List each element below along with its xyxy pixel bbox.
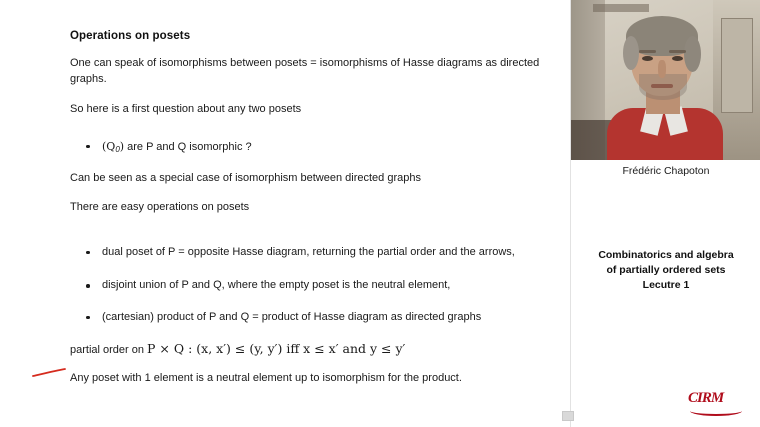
bullet-question xyxy=(70,139,540,156)
bullet-disjoint-union: disjoint union of P and Q, where the empty poset is the neutral element, xyxy=(70,278,540,294)
speaker-hair-right xyxy=(684,36,701,72)
footer-marker-icon xyxy=(562,411,574,421)
paragraph-operations-intro: There are easy operations on posets xyxy=(70,201,250,214)
shelf xyxy=(593,4,649,12)
page-title: Operations on posets xyxy=(70,30,191,42)
partial-order-formula: P × Q : (x, x′) ≤ (y, y′) iff x ≤ x′ and y ≤ y′ xyxy=(147,341,406,357)
speaker-mouth xyxy=(651,84,673,88)
question-label-open: (Q xyxy=(102,139,116,153)
cirm-logo-arc xyxy=(690,406,742,416)
chair xyxy=(571,120,611,160)
right-panel xyxy=(570,0,760,427)
question-text: are P and Q isomorphic ? xyxy=(127,140,252,153)
speaker-name-label: Frédéric Chapoton xyxy=(622,165,710,177)
partial-order-line xyxy=(70,341,550,356)
paragraph-isomorphisms: One can speak of isomorphisms between posets = isomorphisms of Hasse diagrams as directed graphs. xyxy=(70,57,540,85)
webcam-video[interactable] xyxy=(571,0,760,160)
course-title-line-3: Lecutre 1 xyxy=(642,279,690,292)
speaker-eye-left xyxy=(642,56,653,61)
speaker-eyebrow-right xyxy=(669,50,686,53)
speaker-eyebrow-left xyxy=(639,50,656,53)
cirm-logo-text: CIRM xyxy=(688,390,724,406)
question-label-subscript: 0 xyxy=(115,144,120,154)
course-title xyxy=(571,248,760,294)
paragraph-first-question: So here is a first question about any two posets xyxy=(70,103,302,116)
course-title-line-2: of partially ordered sets xyxy=(606,264,726,277)
course-title-line-1: Combinatorics and algebra xyxy=(598,249,734,261)
speaker-hair-left xyxy=(623,36,639,70)
bullet-cartesian-product: (cartesian) product of P and Q = product of Hasse diagram as directed graphs xyxy=(70,310,540,326)
question-label-close: ) xyxy=(119,139,125,153)
speaker-eye-right xyxy=(672,56,683,61)
paragraph-special-case: Can be seen as a special case of isomorphism between directed graphs xyxy=(70,172,421,185)
paragraph-neutral-element: Any poset with 1 element is a neutral element up to isomorphism for the product. xyxy=(70,372,462,385)
partial-order-prefix: partial order on xyxy=(70,344,148,357)
bullet-dual-poset: dual poset of P = opposite Hasse diagram, returning the partial order and the arrows, xyxy=(70,245,540,261)
door-panel xyxy=(721,18,753,113)
spacer-2 xyxy=(70,231,556,245)
speaker-nose xyxy=(658,60,666,78)
cirm-logo xyxy=(688,389,746,415)
